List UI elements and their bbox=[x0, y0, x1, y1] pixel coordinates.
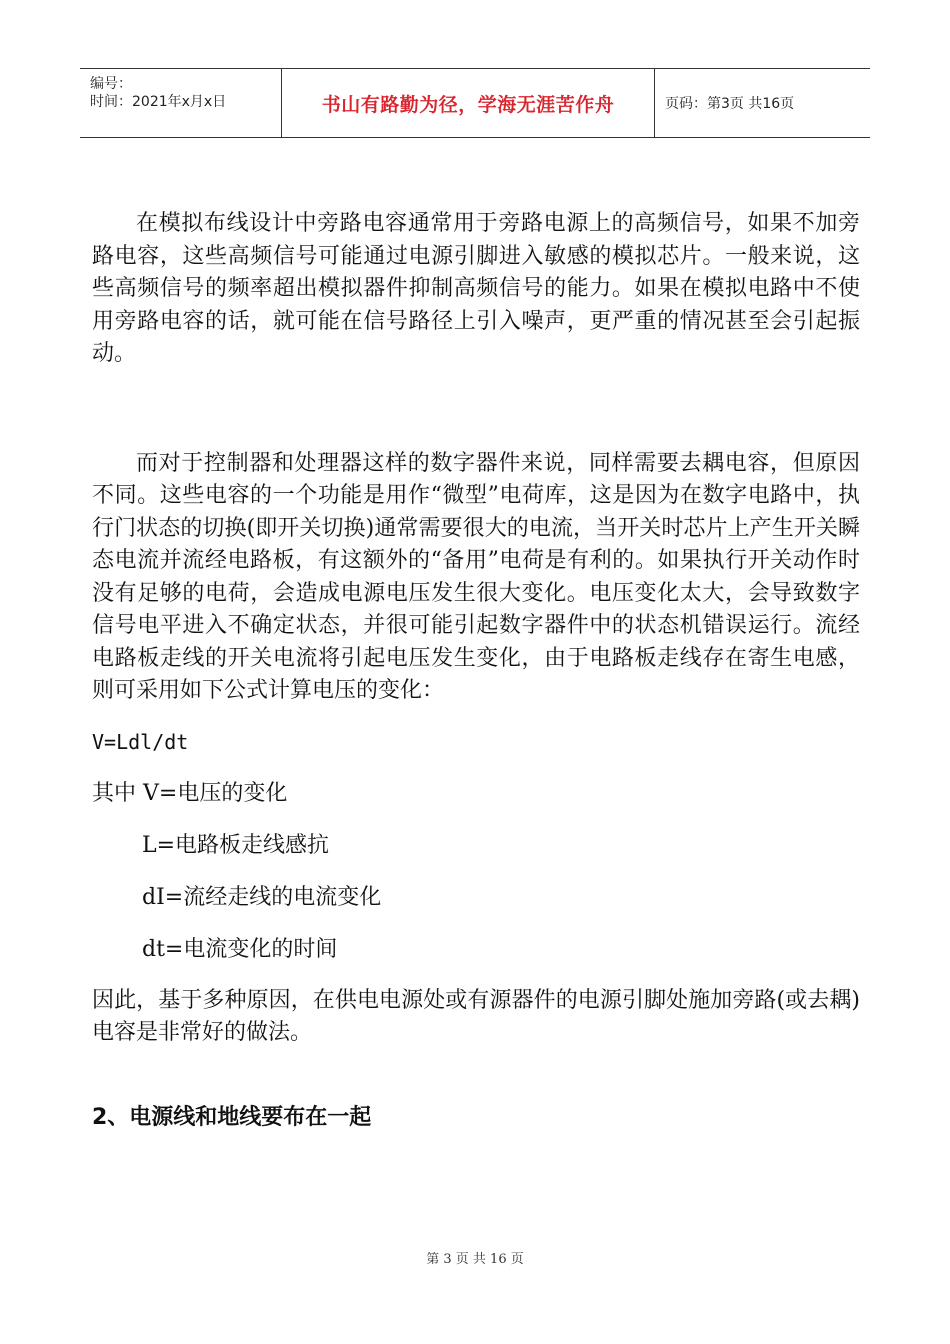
header-page-cell bbox=[655, 69, 870, 137]
header-motto-cell bbox=[282, 69, 655, 137]
paragraph-conclusion: 因此，基于多种原因，在供电电源处或有源器件的电源引脚处施加旁路(或去耦)电容是非常好的做法。 bbox=[92, 987, 860, 1045]
section-heading: 2、电源线和地线要布在一起 bbox=[92, 1105, 372, 1130]
paragraph-decoupling-capacitor: 而对于控制器和处理器这样的数字器件来说，同样需要去耦电容，但原因不同。这些电容的一个功能是用作“微型”电荷库，这是因为在数字电路中，执行门状态的切换(即开关切换)通常需要很大的电流，当开关时芯片上产生开关瞬态电流并流经电路板，有这额外的“备用”电荷是有利的。如果执行开关动作时没有足够的电荷，会造成电源电压发生很大变化。电压变化太大，会导致数字信号电平进入不确定状态，并很可能引起数字器件中的状态机错误运行。流经电路板走线的开关电流将引起电压发生变化，由于电路板走线存在寄生电感，则可采用如下公式计算电压的变化： bbox=[92, 450, 860, 703]
document-time-label: 时间：2021年x月x日 bbox=[90, 94, 227, 110]
header-page-info: 页码：第3页 共16页 bbox=[665, 96, 795, 112]
formula-where-v: 其中 V=电压的变化 bbox=[92, 780, 288, 806]
header-motto: 书山有路勤为径，学海无涯苦作舟 bbox=[321, 93, 615, 116]
formula-def-di: dI=流经走线的电流变化 bbox=[142, 884, 382, 910]
document-number-label: 编号： bbox=[90, 76, 132, 92]
header-info-cell bbox=[80, 69, 282, 137]
formula-def-l: L=电路板走线感抗 bbox=[142, 832, 330, 858]
formula-def-dt: dt=电流变化的时间 bbox=[142, 936, 338, 962]
page-footer: 第 3 页 共 16 页 bbox=[426, 1252, 524, 1267]
formula: V=Ldl/dt bbox=[92, 729, 189, 754]
document-body bbox=[92, 208, 860, 1050]
paragraph-bypass-capacitor: 在模拟布线设计中旁路电容通常用于旁路电源上的高频信号，如果不加旁路电容，这些高频信号可能通过电源引脚进入敏感的模拟芯片。一般来说，这些高频信号的频率超出模拟器件抑制高频信号的能力。如果在模拟电路中不使用旁路电容的话，就可能在信号路径上引入噪声，更严重的情况甚至会引起振动。 bbox=[92, 211, 860, 366]
page-header bbox=[80, 68, 870, 138]
